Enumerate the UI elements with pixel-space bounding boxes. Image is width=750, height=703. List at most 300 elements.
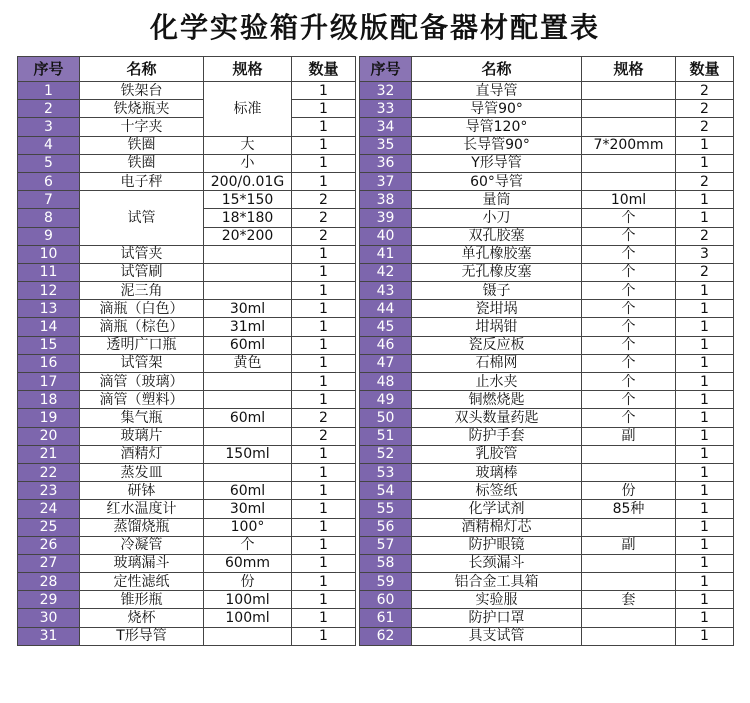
item-name-cell: 研钵 <box>80 482 204 500</box>
item-spec-cell: 个 <box>582 300 676 318</box>
row-number-cell: 56 <box>360 518 412 536</box>
table-row <box>18 500 356 518</box>
item-spec-cell: 85种 <box>582 500 676 518</box>
table-row <box>360 191 734 209</box>
item-qty-cell: 2 <box>676 82 734 100</box>
item-spec-cell: 100° <box>204 518 292 536</box>
item-spec-cell: 个 <box>582 282 676 300</box>
item-qty-cell: 1 <box>292 282 356 300</box>
table-row <box>18 354 356 372</box>
table-row <box>360 336 734 354</box>
table-row <box>18 154 356 172</box>
item-name-cell: 铝合金工具箱 <box>412 573 582 591</box>
header-spec: 规格 <box>204 57 292 82</box>
item-qty-cell: 1 <box>292 500 356 518</box>
table-row <box>18 100 356 118</box>
item-name-cell: 长导管90° <box>412 136 582 154</box>
row-number-cell: 9 <box>18 227 80 245</box>
item-name-cell: 集气瓶 <box>80 409 204 427</box>
item-spec-cell: 个 <box>582 227 676 245</box>
item-qty-cell: 1 <box>676 554 734 572</box>
table-row <box>360 227 734 245</box>
item-name-cell: 试管 <box>80 191 204 246</box>
row-number-cell: 61 <box>360 609 412 627</box>
item-name-cell: 60°导管 <box>412 172 582 190</box>
item-name-cell: 具支试管 <box>412 627 582 645</box>
row-number-cell: 20 <box>18 427 80 445</box>
item-spec-cell: 60ml <box>204 409 292 427</box>
item-qty-cell: 1 <box>292 373 356 391</box>
item-spec-cell: 份 <box>582 482 676 500</box>
row-number-cell: 41 <box>360 245 412 263</box>
item-spec-cell: 黄色 <box>204 354 292 372</box>
item-qty-cell: 1 <box>292 445 356 463</box>
row-number-cell: 17 <box>18 373 80 391</box>
item-name-cell: 单孔橡胶塞 <box>412 245 582 263</box>
item-name-cell: 酒精棉灯芯 <box>412 518 582 536</box>
table-row <box>360 100 734 118</box>
row-number-cell: 55 <box>360 500 412 518</box>
item-spec-cell: 30ml <box>204 300 292 318</box>
item-spec-cell: 20*200 <box>204 227 292 245</box>
item-qty-cell: 1 <box>292 154 356 172</box>
row-number-cell: 38 <box>360 191 412 209</box>
row-number-cell: 43 <box>360 282 412 300</box>
table-row <box>360 627 734 645</box>
item-name-cell: 电子秤 <box>80 172 204 190</box>
item-spec-cell: 小 <box>204 154 292 172</box>
item-spec-cell: 个 <box>582 209 676 227</box>
row-number-cell: 60 <box>360 591 412 609</box>
item-qty-cell: 1 <box>292 118 356 136</box>
table-row <box>360 245 734 263</box>
item-name-cell: 化学试剂 <box>412 500 582 518</box>
item-spec-cell: 个 <box>582 391 676 409</box>
item-name-cell: 铜燃烧匙 <box>412 391 582 409</box>
row-number-cell: 24 <box>18 500 80 518</box>
item-qty-cell: 1 <box>676 391 734 409</box>
item-name-cell: 铁烧瓶夹 <box>80 100 204 118</box>
item-qty-cell: 1 <box>676 282 734 300</box>
item-spec-cell: 60ml <box>204 482 292 500</box>
item-qty-cell: 1 <box>676 427 734 445</box>
item-name-cell: 直导管 <box>412 82 582 100</box>
item-name-cell: 导管90° <box>412 100 582 118</box>
item-name-cell: 小刀 <box>412 209 582 227</box>
item-spec-cell <box>582 118 676 136</box>
item-spec-cell <box>204 263 292 281</box>
item-name-cell: 试管夹 <box>80 245 204 263</box>
item-qty-cell: 1 <box>292 554 356 572</box>
table-row <box>18 554 356 572</box>
item-name-cell: 十字夹 <box>80 118 204 136</box>
table-header-row <box>18 57 356 82</box>
row-number-cell: 58 <box>360 554 412 572</box>
item-name-cell: 烧杯 <box>80 609 204 627</box>
item-name-cell: 瓷反应板 <box>412 336 582 354</box>
table-row <box>360 391 734 409</box>
item-spec-cell: 份 <box>204 573 292 591</box>
row-number-cell: 18 <box>18 391 80 409</box>
row-number-cell: 53 <box>360 463 412 481</box>
table-row <box>18 263 356 281</box>
row-number-cell: 28 <box>18 573 80 591</box>
row-number-cell: 36 <box>360 154 412 172</box>
header-no: 序号 <box>360 57 412 82</box>
item-name-cell: 防护口罩 <box>412 609 582 627</box>
row-number-cell: 15 <box>18 336 80 354</box>
item-spec-cell <box>204 373 292 391</box>
item-name-cell: 乳胶管 <box>412 445 582 463</box>
item-qty-cell: 1 <box>676 336 734 354</box>
table-row <box>18 191 356 209</box>
row-number-cell: 49 <box>360 391 412 409</box>
item-name-cell: 玻璃漏斗 <box>80 554 204 572</box>
table-row <box>360 573 734 591</box>
item-qty-cell: 1 <box>292 627 356 645</box>
item-name-cell: 瓷坩埚 <box>412 300 582 318</box>
row-number-cell: 52 <box>360 445 412 463</box>
table-row <box>360 82 734 100</box>
item-spec-cell <box>582 609 676 627</box>
item-spec-cell: 18*180 <box>204 209 292 227</box>
table-row <box>360 591 734 609</box>
item-spec-cell <box>582 518 676 536</box>
row-number-cell: 50 <box>360 409 412 427</box>
item-spec-cell: 60ml <box>204 336 292 354</box>
item-name-cell: 玻璃片 <box>80 427 204 445</box>
item-spec-cell <box>582 172 676 190</box>
item-name-cell: 防护手套 <box>412 427 582 445</box>
header-no: 序号 <box>18 57 80 82</box>
item-qty-cell: 1 <box>676 136 734 154</box>
item-qty-cell: 1 <box>292 245 356 263</box>
row-number-cell: 30 <box>18 609 80 627</box>
item-spec-cell: 100ml <box>204 609 292 627</box>
row-number-cell: 22 <box>18 463 80 481</box>
item-spec-cell: 60mm <box>204 554 292 572</box>
item-name-cell: 滴瓶（白色） <box>80 300 204 318</box>
item-name-cell: 定性滤纸 <box>80 573 204 591</box>
row-number-cell: 32 <box>360 82 412 100</box>
item-spec-cell: 个 <box>582 318 676 336</box>
item-qty-cell: 1 <box>676 482 734 500</box>
row-number-cell: 39 <box>360 209 412 227</box>
item-qty-cell: 1 <box>292 391 356 409</box>
table-row <box>360 554 734 572</box>
item-qty-cell: 1 <box>676 573 734 591</box>
item-qty-cell: 1 <box>676 627 734 645</box>
header-spec: 规格 <box>582 57 676 82</box>
row-number-cell: 26 <box>18 536 80 554</box>
item-name-cell: Y形导管 <box>412 154 582 172</box>
row-number-cell: 2 <box>18 100 80 118</box>
item-name-cell: 铁架台 <box>80 82 204 100</box>
item-name-cell: 镊子 <box>412 282 582 300</box>
row-number-cell: 34 <box>360 118 412 136</box>
table-row <box>360 482 734 500</box>
row-number-cell: 6 <box>18 172 80 190</box>
row-number-cell: 25 <box>18 518 80 536</box>
header-qty: 数量 <box>292 57 356 82</box>
item-qty-cell: 1 <box>292 263 356 281</box>
item-name-cell: 滴管（塑料） <box>80 391 204 409</box>
item-name-cell: 酒精灯 <box>80 445 204 463</box>
row-number-cell: 21 <box>18 445 80 463</box>
row-number-cell: 42 <box>360 263 412 281</box>
row-number-cell: 3 <box>18 118 80 136</box>
item-name-cell: 导管120° <box>412 118 582 136</box>
item-qty-cell: 2 <box>292 409 356 427</box>
item-name-cell: 止水夹 <box>412 373 582 391</box>
row-number-cell: 29 <box>18 591 80 609</box>
item-name-cell: 滴瓶（棕色） <box>80 318 204 336</box>
table-row <box>18 445 356 463</box>
item-name-cell: 量筒 <box>412 191 582 209</box>
item-qty-cell: 2 <box>676 263 734 281</box>
item-qty-cell: 1 <box>676 409 734 427</box>
item-qty-cell: 1 <box>676 463 734 481</box>
item-spec-cell <box>582 82 676 100</box>
item-qty-cell: 2 <box>676 100 734 118</box>
row-number-cell: 14 <box>18 318 80 336</box>
item-spec-cell <box>204 627 292 645</box>
table-row <box>18 136 356 154</box>
item-qty-cell: 2 <box>292 427 356 445</box>
item-spec-cell <box>204 463 292 481</box>
row-number-cell: 51 <box>360 427 412 445</box>
item-spec-cell <box>204 391 292 409</box>
item-spec-cell: 大 <box>204 136 292 154</box>
item-name-cell: T形导管 <box>80 627 204 645</box>
table-row <box>18 336 356 354</box>
table-row <box>18 573 356 591</box>
item-name-cell: 双头数量药匙 <box>412 409 582 427</box>
table-row <box>360 136 734 154</box>
item-qty-cell: 2 <box>292 227 356 245</box>
item-qty-cell: 1 <box>292 136 356 154</box>
item-qty-cell: 1 <box>292 536 356 554</box>
table-row <box>18 245 356 263</box>
item-spec-cell <box>582 100 676 118</box>
item-name-cell: 铁圈 <box>80 136 204 154</box>
row-number-cell: 40 <box>360 227 412 245</box>
item-spec-cell: 个 <box>582 409 676 427</box>
table-row <box>18 627 356 645</box>
row-number-cell: 19 <box>18 409 80 427</box>
item-name-cell: 铁圈 <box>80 154 204 172</box>
row-number-cell: 31 <box>18 627 80 645</box>
table-row <box>18 518 356 536</box>
table-row <box>18 391 356 409</box>
item-spec-cell <box>204 427 292 445</box>
item-name-cell: 滴管（玻璃） <box>80 373 204 391</box>
item-spec-cell: 副 <box>582 536 676 554</box>
item-name-cell: 坩埚钳 <box>412 318 582 336</box>
item-qty-cell: 1 <box>676 445 734 463</box>
item-qty-cell: 1 <box>292 463 356 481</box>
item-spec-cell: 10ml <box>582 191 676 209</box>
item-name-cell: 锥形瓶 <box>80 591 204 609</box>
table-row <box>360 172 734 190</box>
table-row <box>360 209 734 227</box>
item-qty-cell: 1 <box>292 336 356 354</box>
item-qty-cell: 1 <box>676 373 734 391</box>
table-row <box>360 445 734 463</box>
table-row <box>18 609 356 627</box>
item-qty-cell: 2 <box>676 227 734 245</box>
row-number-cell: 12 <box>18 282 80 300</box>
header-qty: 数量 <box>676 57 734 82</box>
table-row <box>18 172 356 190</box>
row-number-cell: 47 <box>360 354 412 372</box>
row-number-cell: 11 <box>18 263 80 281</box>
item-spec-cell: 150ml <box>204 445 292 463</box>
item-spec-cell: 套 <box>582 591 676 609</box>
item-spec-cell: 个 <box>582 245 676 263</box>
item-name-cell: 透明广口瓶 <box>80 336 204 354</box>
item-qty-cell: 2 <box>676 172 734 190</box>
table-row <box>18 300 356 318</box>
item-qty-cell: 1 <box>676 536 734 554</box>
row-number-cell: 46 <box>360 336 412 354</box>
table-row <box>18 282 356 300</box>
item-name-cell: 防护眼镜 <box>412 536 582 554</box>
row-number-cell: 4 <box>18 136 80 154</box>
item-qty-cell: 1 <box>676 354 734 372</box>
table-row <box>360 536 734 554</box>
table-row <box>360 409 734 427</box>
row-number-cell: 59 <box>360 573 412 591</box>
item-spec-cell <box>582 627 676 645</box>
row-number-cell: 23 <box>18 482 80 500</box>
item-name-cell: 双孔胶塞 <box>412 227 582 245</box>
header-name: 名称 <box>412 57 582 82</box>
item-qty-cell: 3 <box>676 245 734 263</box>
item-spec-cell: 个 <box>582 354 676 372</box>
item-spec-cell <box>582 445 676 463</box>
table-header-row <box>360 57 734 82</box>
item-qty-cell: 1 <box>292 300 356 318</box>
item-spec-cell <box>582 554 676 572</box>
item-qty-cell: 1 <box>676 518 734 536</box>
table-row <box>360 463 734 481</box>
table-row <box>360 518 734 536</box>
table-row <box>360 373 734 391</box>
table-row <box>18 591 356 609</box>
item-name-cell: 实验服 <box>412 591 582 609</box>
row-number-cell: 33 <box>360 100 412 118</box>
table-row <box>360 263 734 281</box>
table-row <box>360 318 734 336</box>
row-number-cell: 57 <box>360 536 412 554</box>
item-spec-cell: 个 <box>582 336 676 354</box>
table-row <box>360 354 734 372</box>
item-qty-cell: 1 <box>292 354 356 372</box>
row-number-cell: 45 <box>360 318 412 336</box>
item-qty-cell: 1 <box>676 500 734 518</box>
item-name-cell: 试管刷 <box>80 263 204 281</box>
row-number-cell: 35 <box>360 136 412 154</box>
item-spec-cell: 个 <box>204 536 292 554</box>
item-name-cell: 冷凝管 <box>80 536 204 554</box>
item-spec-cell <box>582 154 676 172</box>
item-spec-cell: 31ml <box>204 318 292 336</box>
item-name-cell: 标签纸 <box>412 482 582 500</box>
row-number-cell: 1 <box>18 82 80 100</box>
row-number-cell: 13 <box>18 300 80 318</box>
row-number-cell: 16 <box>18 354 80 372</box>
item-name-cell: 蒸馏烧瓶 <box>80 518 204 536</box>
row-number-cell: 8 <box>18 209 80 227</box>
item-spec-cell: 30ml <box>204 500 292 518</box>
table-row <box>360 427 734 445</box>
table-row <box>360 300 734 318</box>
item-qty-cell: 1 <box>676 209 734 227</box>
item-spec-cell: 7*200mm <box>582 136 676 154</box>
item-qty-cell: 2 <box>292 209 356 227</box>
table-row <box>360 500 734 518</box>
table-row <box>18 409 356 427</box>
row-number-cell: 37 <box>360 172 412 190</box>
item-name-cell: 玻璃棒 <box>412 463 582 481</box>
table-row <box>18 482 356 500</box>
row-number-cell: 44 <box>360 300 412 318</box>
item-spec-cell: 个 <box>582 263 676 281</box>
table-row <box>360 282 734 300</box>
item-name-cell: 红水温度计 <box>80 500 204 518</box>
table-row <box>18 82 356 100</box>
item-qty-cell: 1 <box>292 573 356 591</box>
item-name-cell: 蒸发皿 <box>80 463 204 481</box>
item-name-cell: 石棉网 <box>412 354 582 372</box>
item-name-cell: 长颈漏斗 <box>412 554 582 572</box>
item-qty-cell: 1 <box>676 154 734 172</box>
row-number-cell: 54 <box>360 482 412 500</box>
item-spec-cell <box>204 245 292 263</box>
item-name-cell: 试管架 <box>80 354 204 372</box>
page-title: 化学实验箱升级版配备器材配置表 <box>149 11 600 44</box>
row-number-cell: 27 <box>18 554 80 572</box>
table-row <box>18 373 356 391</box>
item-qty-cell: 2 <box>676 118 734 136</box>
item-qty-cell: 1 <box>292 100 356 118</box>
row-number-cell: 7 <box>18 191 80 209</box>
item-qty-cell: 1 <box>676 591 734 609</box>
item-qty-cell: 1 <box>292 82 356 100</box>
item-spec-cell: 200/0.01G <box>204 172 292 190</box>
item-qty-cell: 1 <box>676 191 734 209</box>
row-number-cell: 10 <box>18 245 80 263</box>
header-name: 名称 <box>80 57 204 82</box>
item-name-cell: 泥三角 <box>80 282 204 300</box>
table-row <box>360 118 734 136</box>
item-qty-cell: 2 <box>292 191 356 209</box>
table-row <box>18 427 356 445</box>
item-spec-cell <box>204 282 292 300</box>
table-row <box>18 536 356 554</box>
item-spec-cell <box>582 463 676 481</box>
table-row <box>360 154 734 172</box>
table-row <box>18 118 356 136</box>
row-number-cell: 62 <box>360 627 412 645</box>
table-row <box>360 609 734 627</box>
item-spec-cell: 100ml <box>204 591 292 609</box>
item-spec-cell: 个 <box>582 373 676 391</box>
item-qty-cell: 1 <box>292 591 356 609</box>
item-qty-cell: 1 <box>676 609 734 627</box>
item-qty-cell: 1 <box>292 318 356 336</box>
